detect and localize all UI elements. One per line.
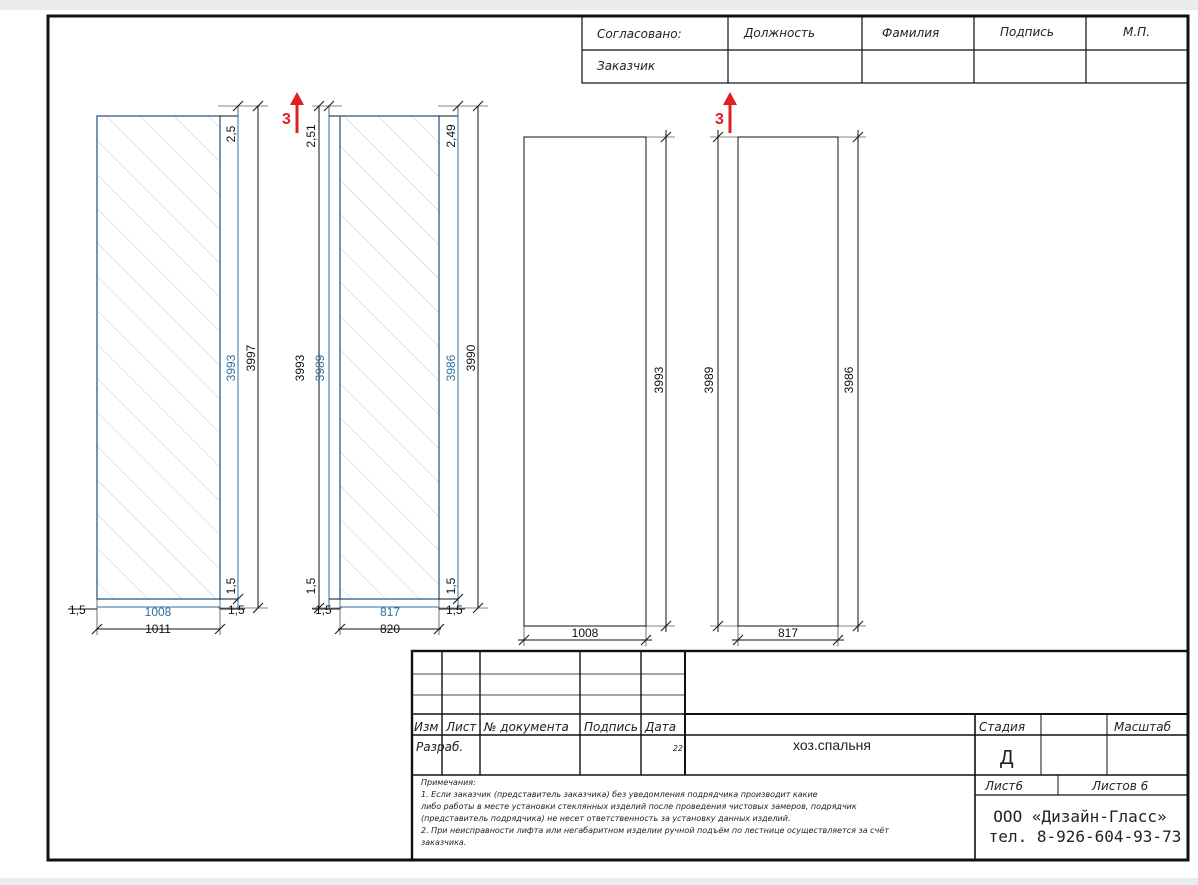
panel1-bottom-gap: 1,5	[224, 577, 238, 595]
tb-date-value: 22	[672, 744, 683, 753]
drawing-sheet	[0, 10, 1198, 878]
panel1-width-inner: 1008	[144, 605, 172, 619]
panel-2	[312, 101, 488, 635]
panel1-height-outer: 3997	[244, 344, 258, 372]
panel2-bottom-gap: 1,5	[304, 577, 318, 595]
panel-1	[68, 101, 268, 635]
panel2-right-bottom-gap: 1,5	[444, 577, 458, 595]
tb-company: ООО «Дизайн-Гласс»	[993, 807, 1167, 826]
tb-sheets-label: Листов 6	[1092, 779, 1149, 793]
tb-phone: тел. 8-926-604-93-73	[988, 827, 1182, 846]
tb-col-list: Лист	[446, 720, 477, 734]
panel2-right-gap: 1,5	[446, 603, 463, 617]
tb-stage-value: Д	[1000, 747, 1014, 769]
panel4-height-right: 3986	[842, 366, 856, 394]
tb-stage-label: Стадия	[979, 720, 1026, 734]
panel2-height-left: 3993	[293, 354, 307, 382]
tb-object-name: хоз.спальня	[793, 737, 871, 753]
tb-col-sign: Подпись	[584, 720, 638, 734]
tb-note1-line2: либо работы в месте установки стеклянных изделий после проведения чистовых замеров, подрядчик	[421, 802, 857, 811]
panel2-height-inner: 3989	[313, 354, 327, 382]
arrow-up-icon	[723, 92, 737, 133]
panel2-right-top-gap: 2,49	[444, 124, 458, 148]
approval-agreed-label: Согласовано:	[597, 27, 682, 41]
panel2-width-outer: 820	[379, 622, 401, 636]
arrow1-label: 3	[282, 111, 291, 128]
arrow2-label: 3	[715, 111, 724, 128]
panel2-width-inner: 817	[379, 605, 401, 619]
tb-col-date: Дата	[645, 720, 677, 734]
approval-surname-header: Фамилия	[882, 26, 940, 40]
tb-col-doc: № документа	[484, 720, 569, 734]
tb-col-izm: Изм	[414, 720, 439, 734]
panel2-left-gap: 1,5	[315, 603, 332, 617]
tb-scale-label: Масштаб	[1114, 720, 1172, 734]
drawing-canvas	[0, 10, 1198, 878]
panel4-height-left: 3989	[702, 366, 716, 394]
tb-note1-line1: 1. Если заказчик (представитель заказчика) без уведомления подрядчика производит какие	[421, 790, 818, 799]
panel1-left-gap: 1,5	[69, 603, 86, 617]
panel3-height: 3993	[652, 366, 666, 394]
panel2-top-gap: 2,51	[304, 124, 318, 148]
panel4-width: 817	[777, 626, 799, 640]
panel3-width: 1008	[571, 626, 599, 640]
tb-sheet-label: Лист6	[985, 779, 1024, 793]
approval-customer-label: Заказчик	[597, 59, 656, 73]
tb-notes-title: Примечания:	[421, 778, 476, 787]
panel1-height-inner: 3993	[224, 354, 238, 382]
panel1-top-gap: 2,5	[224, 125, 238, 143]
tb-razrab: Разраб.	[416, 740, 464, 754]
panel1-width-outer: 1011	[145, 622, 171, 636]
panel1-right-gap: 1,5	[228, 603, 245, 617]
arrow-up-icon	[290, 92, 304, 133]
tb-note2-line2: заказчика.	[421, 838, 467, 847]
approval-signature-header: Подпись	[1000, 25, 1054, 39]
approval-stamp-header: М.П.	[1123, 25, 1151, 39]
tb-note2-line1: 2. При неисправности лифта или негабаритном изделии ручной подъём по лестнице осуществляется за счёт	[421, 826, 889, 835]
approval-position-header: Должность	[744, 26, 816, 40]
tb-note1-line3: (представитель подрядчика) не несет ответственность за установку данных изделий.	[421, 814, 791, 823]
panel2-right-height-outer: 3990	[464, 344, 478, 372]
panel2-right-height-inner: 3986	[444, 354, 458, 382]
